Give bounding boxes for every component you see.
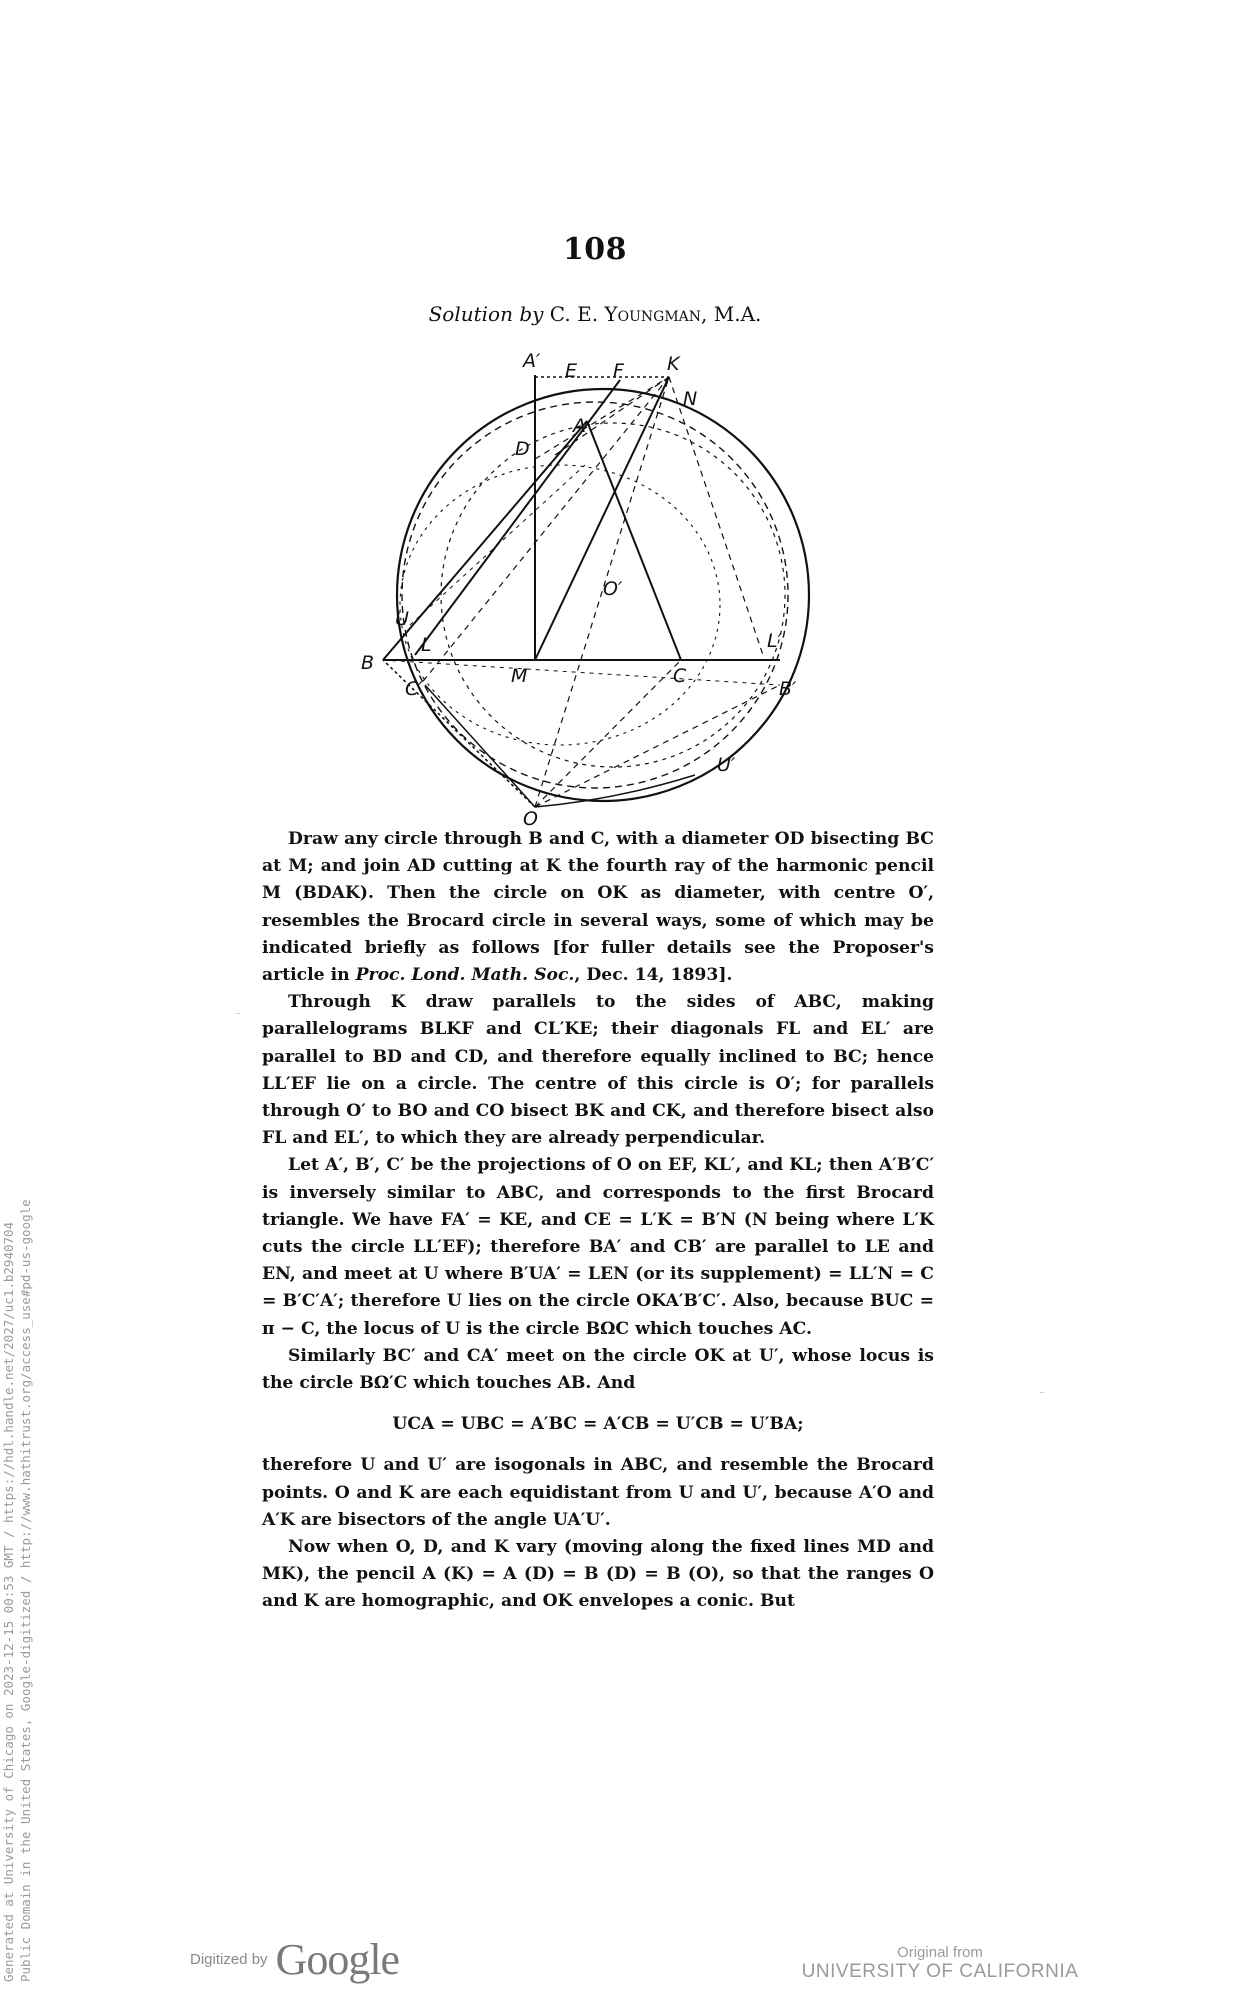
paragraph-3: Let A′, B′, C′ be the projections of O on EF, KL′, and KL; then A′B′C′ is inversely similar to ABC, and corresponds to the first Brocard triangle. We have FA′ = KE, and CE = L′K = B′N (N being where L′K cuts the circle LL′EF); therefore BA′ and CB′ are parallel to LE and EN, and meet at U where B′UA′ = LEN (or its supplement) = LL′N = C = B′C′A′; therefore U lies on the circle OKA′B′C′. Also, because BUC = π − C, the locus of U is the circle BΩC which touches AC. [262,1155,934,1339]
byline [0,302,1190,326]
citation-journal: Proc. Lond. Math. Soc. [355,965,575,986]
side-watermark [0,982,34,1982]
label-C-prime: C′ [405,678,423,700]
footer-original [790,1944,1090,1983]
label-B-prime: B′ [779,678,797,700]
label-F: F [613,360,624,382]
line-OK [535,377,669,807]
stray-mark-left [236,1013,240,1014]
paragraph-2: Through K draw parallels to the sides of ABC, making parallelograms BLKF and CL′KE; their diagonals FL and EL′ are parallel to BD and CD, and therefore equally inclined to BC; hence LL′EF lie on a circle. The centre of this circle is O′; for parallels through O′ to BO and CO bisect BK and CK, and therefore bisect also FL and EL′, to which they are already perpendicular. [262,992,934,1149]
label-E: E [565,360,578,382]
label-A-prime: A′ [523,350,541,372]
side-AC [587,421,681,660]
label-C: C [673,665,687,687]
label-L-prime: L′ [767,630,782,652]
original-from-text: Original from [897,1944,983,1961]
label-O-prime: O′ [603,578,623,600]
institution-text: UNIVERSITY OF CALIFORNIA [801,1961,1079,1982]
line-OCprime [425,685,535,807]
google-logo: Google [275,1935,400,1984]
label-U-prime: U′ [717,754,736,776]
label-L: L [421,634,432,656]
body-text [262,826,934,1616]
byline-surname: Youngman [604,302,702,326]
label-O: O [523,808,538,830]
paragraph-6: Now when O, D, and K vary (moving along the fixed lines MD and MK), the pencil A (K) = A (D) = B (D) = B (O), so that the ranges O and K are homographic, and OK envelopes a conic. But [262,1537,934,1612]
paragraph-5: therefore U and U′ are isogonals in ABC, and resemble the Brocard points. O and K are each equidistant from U and U′, because A′O and A′K are bisectors of the angle UA′U′. [262,1455,934,1530]
label-K: K [667,353,680,375]
footer-digitized [190,1934,399,1985]
watermark-line-2: Public Domain in the United States, Google-digitized / http://www.hathitrust.org/access_use#pd-us-google [18,1199,33,1982]
label-D: D [515,438,530,460]
line-BUprime [383,660,780,685]
paragraph-1-text: Draw any circle through B and C, with a diameter OD bisecting BC at M; and join AD cutting at K the fourth ray of the harmonic pencil M (BDAK). Then the circle on OK as diameter, with centre O′, resembles the Brocard circle in several ways, some of which may be indicated briefly as follows [for fuller details see the Proposer's article in [262,829,934,986]
line-LF [415,380,620,655]
byline-solution: Solution by [428,302,544,326]
byline-degree: , M.A. [701,302,762,326]
label-A: A [573,415,586,437]
label-N: N [683,388,698,410]
page-number: 108 [562,232,628,267]
label-B: B [361,652,375,674]
label-M: M [511,665,528,687]
formula: UCA = UBC = A′BC = A′CB = U′CB = U′BA; [392,1414,804,1435]
arc-bottom [535,775,695,807]
byline-initials: C. E. [549,302,599,326]
side-AB [383,421,587,660]
paragraph-1 [262,826,934,989]
digitized-by-text: Digitized by [190,1951,268,1968]
citation-rest: , Dec. 14, 1893]. [574,965,733,986]
geometric-figure [355,350,835,830]
label-U: U [395,608,409,630]
watermark-line-1: Generated at University of Chicago on 2023-12-15 00:53 GMT / https://hdl.handle.net/2027/uc1.b2940704 [1,1221,16,1982]
paragraph-4: Similarly BC′ and CA′ meet on the circle OK at U′, whose locus is the circle BΩ′C which touches AB. And [262,1345,934,1394]
line-KLprime [669,377,763,655]
stray-mark-right [1040,1392,1044,1393]
line-UA [410,465,585,625]
